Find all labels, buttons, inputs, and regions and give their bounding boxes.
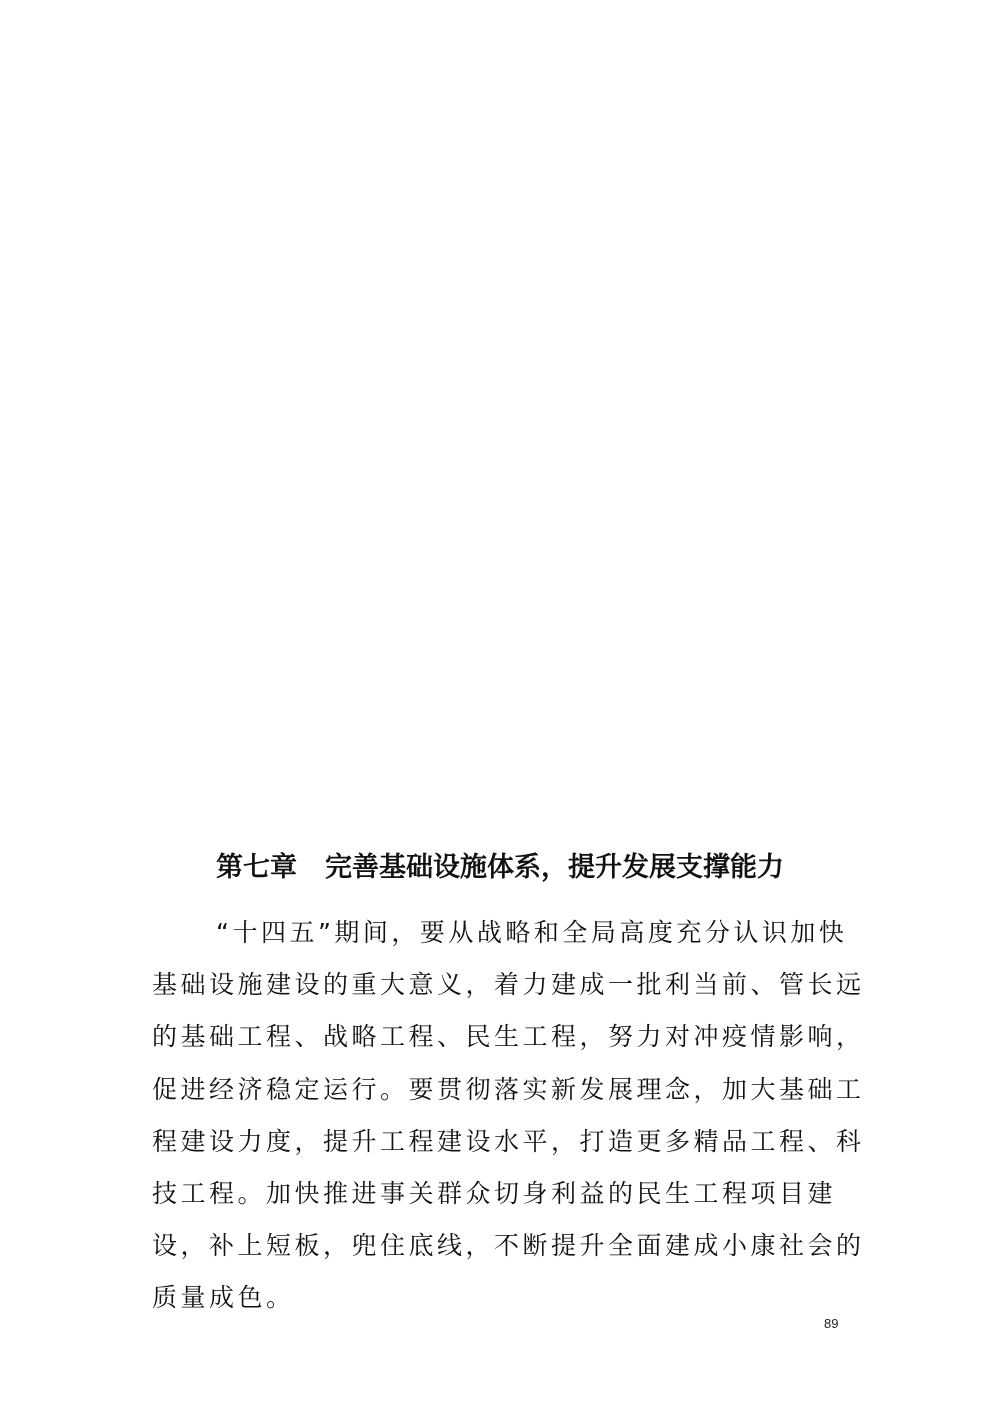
page-number: 89	[824, 1316, 839, 1331]
paragraph-line: 设，补上短板，兜住底线，不断提升全面建成小康社会的	[152, 1231, 865, 1261]
paragraph-line: “十四五”期间，要从战略和全局高度充分认识加快	[216, 918, 848, 947]
paragraph-line: 促进经济稳定运行。要贯彻落实新发展理念，加大基础工	[152, 1074, 865, 1104]
chapter-number: 第七章	[216, 852, 297, 883]
chapter-heading	[150, 848, 850, 888]
chapter-title-text: 完善基础设施体系，提升发展支撑能力	[325, 852, 784, 883]
paragraph-line: 基础设施建设的重大意义，着力建成一批利当前、管长远	[152, 970, 865, 1000]
paragraph-line: 程建设力度，提升工程建设水平，打造更多精品工程、科	[152, 1126, 865, 1156]
body-paragraph	[152, 907, 865, 1325]
paragraph-line: 技工程。加快推进事关群众切身利益的民生工程项目建	[152, 1178, 837, 1208]
paragraph-line: 的基础工程、战略工程、民生工程，努力对冲疫情影响，	[152, 1022, 865, 1052]
paragraph-line: 质量成色。	[152, 1283, 295, 1313]
